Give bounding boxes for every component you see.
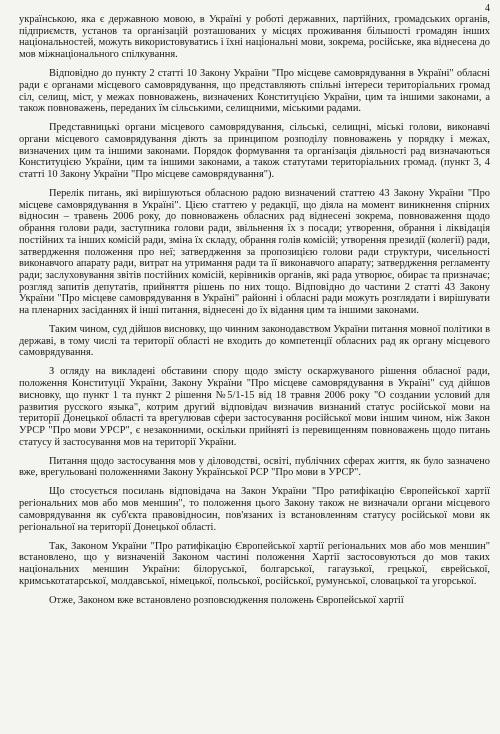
paragraph-6: З огляду на викладені обставини спору щодо змісту оскаржуваного рішення обласної ради, положення Конституції України, Закону України "Про місцеве самоврядування в Україні" суд дійшов висновку, що пункт 1 та пункт 2 рішення №5/1-15 від 18 травня 2006 року "О создании условий для развития русского языка", котрим другий відповідач визначив визнаний статус російської мови на території Донецької області та врегулював сфери застосування російської мови іншим чином, ніж Закон УРСР "Про мови УРСР", є незаконними, оскільки прийняті із перевищенням повноважень щодо питань статусу й застосування мов на території України.	[19, 366, 490, 448]
paragraph-9: Так, Законом України "Про ратифікацію Європейської хартії регіональних мов або мов меншин" встановлено, що у визначеній Законом частині положення Хартії застосовуються до мов таких національних меншин України: білоруської, болгарської, гагаузької, грецької, єврейської, кримськотатарської, молдавської, німецької, польської, російської, румунської, словацької та угорської.	[19, 540, 490, 587]
paragraph-5: Таким чином, суд дійшов висновку, що чинним законодавством України питання мовної політики в державі, в тому числі та території області не входить до компетенції обласних рад як органу місцевого самоврядування.	[19, 324, 490, 359]
paragraph-1: українською, яка є державною мовою, в Україні у роботі державних, партійних, громадських органів, підприємств, установ та організацій розташованих у місцях проживання більшості громадян інших національностей, можуть використовуватись і їхні національні мови, зокрема, російське, яка віднесена до мов міжнаціонального спілкування.	[19, 14, 490, 61]
paragraph-7: Питання щодо застосування мов у діловодстві, освіті, публічних сферах життя, як було зазначено вже, врегульовані положеннями Закону Української РСР "Про мови в УРСР".	[19, 455, 490, 479]
paragraph-8: Що стосується посилань відповідача на Закон України "Про ратифікацію Європейської хартії регіональних мов або мов меншин", то положення цього Закону також не визначали органи місцевого самоврядування як суб'єкта правовідносин, пов'язаних із встановленням статусу російської мови як регіональної на території Донецької області.	[19, 486, 490, 533]
paragraph-3: Представницькі органи місцевого самоврядування, сільські, селищні, міські голови, виконавчі органи місцевого самоврядування діють за принципом розподілу повноважень у порядку і межах, визначених цим та іншими законами. Порядок формування та організація діяльності рад визначаються Конституцією України, цим та іншими законами, а також статутами територіальних громад. (пункт 3, 4 статті 10 Закону України "Про місцеве самоврядування").	[19, 122, 490, 181]
page-number: 4	[485, 3, 490, 14]
paragraph-2: Відповідно до пункту 2 статті 10 Закону України "Про місцеве самоврядування в Україні" обласні ради є органами місцевого самоврядування, що представляють спільні інтереси територіальних громад сіл, селищ, міст, у межах повноважень, визначених Конституцією України, цим та іншими законами, а також повноважень, переданих їм сільськими, селищними, міськими радами.	[19, 68, 490, 115]
paragraph-4: Перелік питань, які вирішуються обласною радою визначений статтею 43 Закону України "Про місцеве самоврядування в Україні". Цією статтею у редакції, що діяла на момент виникнення спірних відносин – травень 2006 року, до повноважень обласних рад віднесені зокрема, повноваження щодо обрання голови ради, заступника голови ради, звільнення їх з посади; утворення, обрання і ліквідація постійних та інших комісій ради, зміна їх складу, обрання голів комісій; утворення президії (колегії) ради, затвердження положення про неї; затвердження за пропозицією голови ради структури, чисельності виконавчого апарату ради, витрат на утримання ради та її виконавчого апарату; затвердження регламенту ради; заслуховування звітів постійних комісій, керівників органів, які рада утворює, обирає та призначає; розгляд запитів депутатів, прийняття рішень по них тощо. Відповідно до частини 2 статті 43 Закону України "Про місцеве самоврядування в Україні" районні і обласні ради можуть розглядати і вирішувати на пленарних засіданнях й інші питання, віднесені до їх відання цим та іншими законами.	[19, 188, 490, 317]
paragraph-10: Отже, Законом вже встановлено розповсюдження положень Європейської хартії	[49, 594, 404, 606]
